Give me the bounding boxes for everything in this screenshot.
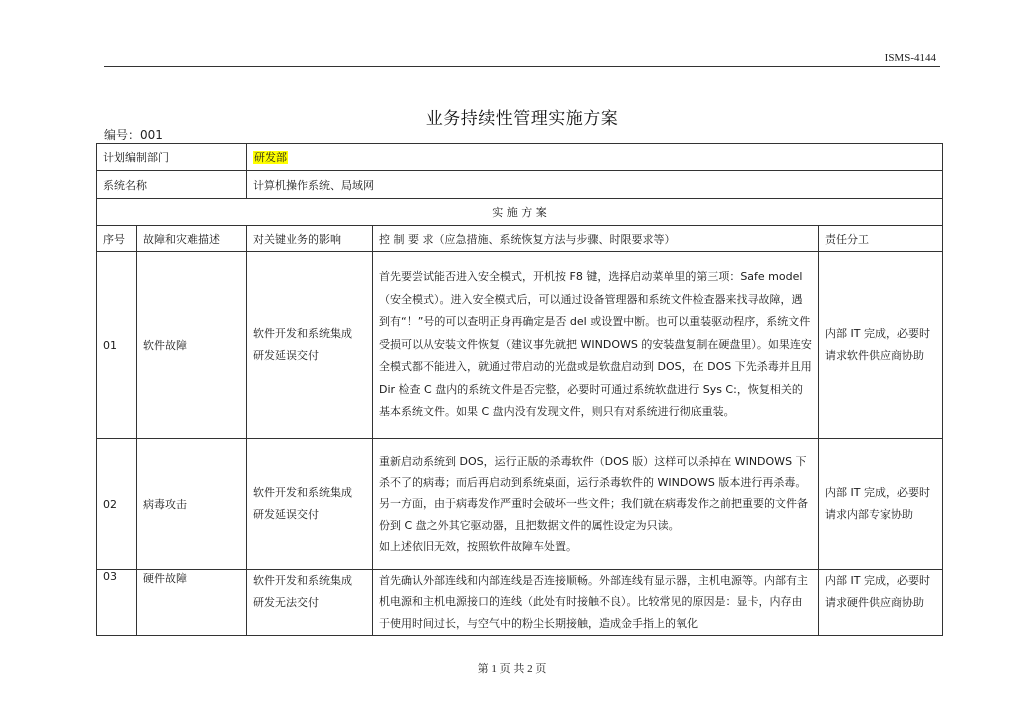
column-header-row xyxy=(97,226,943,252)
row-responsibility: 内部 IT 完成，必要时请求软件供应商协助 xyxy=(819,252,943,439)
row-responsibility: 内部 IT 完成，必要时请求内部专家协助 xyxy=(819,439,943,570)
system-label: 系统名称 xyxy=(97,171,247,199)
row-control xyxy=(373,439,819,570)
row-control: 首先确认外部连线和内部连线是否连接顺畅。外部连线有显示器，主机电源等。内部有主机电源和主机电源接口的连线（此处有时接触不良）。比较常见的原因是：显卡，内存由于使用时间过长，与空气中的粉尘长期接触，造成金手指上的氧化 xyxy=(373,570,819,636)
row-control: 首先要尝试能否进入安全模式，开机按 F8 键，选择启动菜单里的第三项：Safe model（安全模式）。进入安全模式后，可以通过设备管理器和系统文件检查器来找寻故障，遇到有“！”号的可以查明正身再确定是否 del 或设置中断。也可以重装驱动程序，系统文件受损可以从安装文件恢复（建议事先就把 WINDOWS 的安装盘复制在硬盘里）。如果连安全模式都不能进入，就通过带启动的光盘或是软盘启动到 DOS，在 DOS 下先杀毒并且用 Dir 检查 C 盘内的系统文件是否完整，必要时可通过系统软盘进行 Sys C:，恢复相关的基本系统文件。如果 C 盘内没有发现文件，则只有对系统进行彻底重装。 xyxy=(373,252,819,439)
row-impact xyxy=(247,439,373,570)
row-impact-line1: 软件开发和系统集成 xyxy=(253,574,352,587)
system-value: 计算机操作系统、局域网 xyxy=(247,171,943,199)
col-header-control: 控 制 要 求（应急措施、系统恢复方法与步骤、时限要求等） xyxy=(373,226,819,252)
row-fault: 软件故障 xyxy=(137,252,247,439)
header-rule xyxy=(104,66,940,67)
col-header-seq: 序号 xyxy=(97,226,137,252)
dept-label: 计划编制部门 xyxy=(97,144,247,171)
table-row xyxy=(97,439,943,570)
row-responsibility: 内部 IT 完成，必要时请求硬件供应商协助 xyxy=(819,570,943,636)
row-control-extra: 如上述依旧无效，按照软件故障车处置。 xyxy=(379,539,577,553)
table-row xyxy=(97,252,943,439)
document-code: ISMS-4144 xyxy=(884,52,936,64)
document-number: 编号：001 xyxy=(104,128,163,142)
table-row xyxy=(97,570,943,636)
row-impact xyxy=(247,570,373,636)
plan-table xyxy=(96,143,943,636)
col-header-resp: 责任分工 xyxy=(819,226,943,252)
row-seq: 02 xyxy=(97,439,137,570)
dept-value-cell xyxy=(247,144,943,171)
row-impact-line1: 软件开发和系统集成 xyxy=(253,486,352,499)
row-fault: 硬件故障 xyxy=(137,570,247,636)
col-header-fault: 故障和灾难描述 xyxy=(137,226,247,252)
row-control-main: 重新启动系统到 DOS，运行正版的杀毒软件（DOS 版）这样可以杀掉在 WINDOWS 下杀不了的病毒；而后再启动到系统桌面，运行杀毒软件的 WINDOWS 版本进行再杀毒。另一方面，由于病毒发作严重时会破坏一些文件；我们就在病毒发作之前把重要的文件备份到 C 盘之外其它驱动器，且把数据文件的属性设定为只读。 xyxy=(379,454,808,532)
section-row xyxy=(97,199,943,226)
row-impact-line1: 软件开发和系统集成 xyxy=(253,327,352,340)
section-title: 实 施 方 案 xyxy=(97,199,943,226)
col-header-impact: 对关键业务的影响 xyxy=(247,226,373,252)
row-seq: 03 xyxy=(97,570,137,636)
row-impact-line2: 研发延误交付 xyxy=(253,508,319,521)
meta-row-system xyxy=(97,171,943,199)
dept-value: 研发部 xyxy=(254,151,287,164)
row-fault: 病毒攻击 xyxy=(137,439,247,570)
row-impact-line2: 研发延误交付 xyxy=(253,349,319,362)
document-title: 业务持续性管理实施方案 xyxy=(425,109,619,129)
page-footer: 第 1 页 共 2 页 xyxy=(477,663,547,675)
meta-row-dept xyxy=(97,144,943,171)
row-impact-line2: 研发无法交付 xyxy=(253,596,319,609)
row-seq: 01 xyxy=(97,252,137,439)
row-impact xyxy=(247,252,373,439)
